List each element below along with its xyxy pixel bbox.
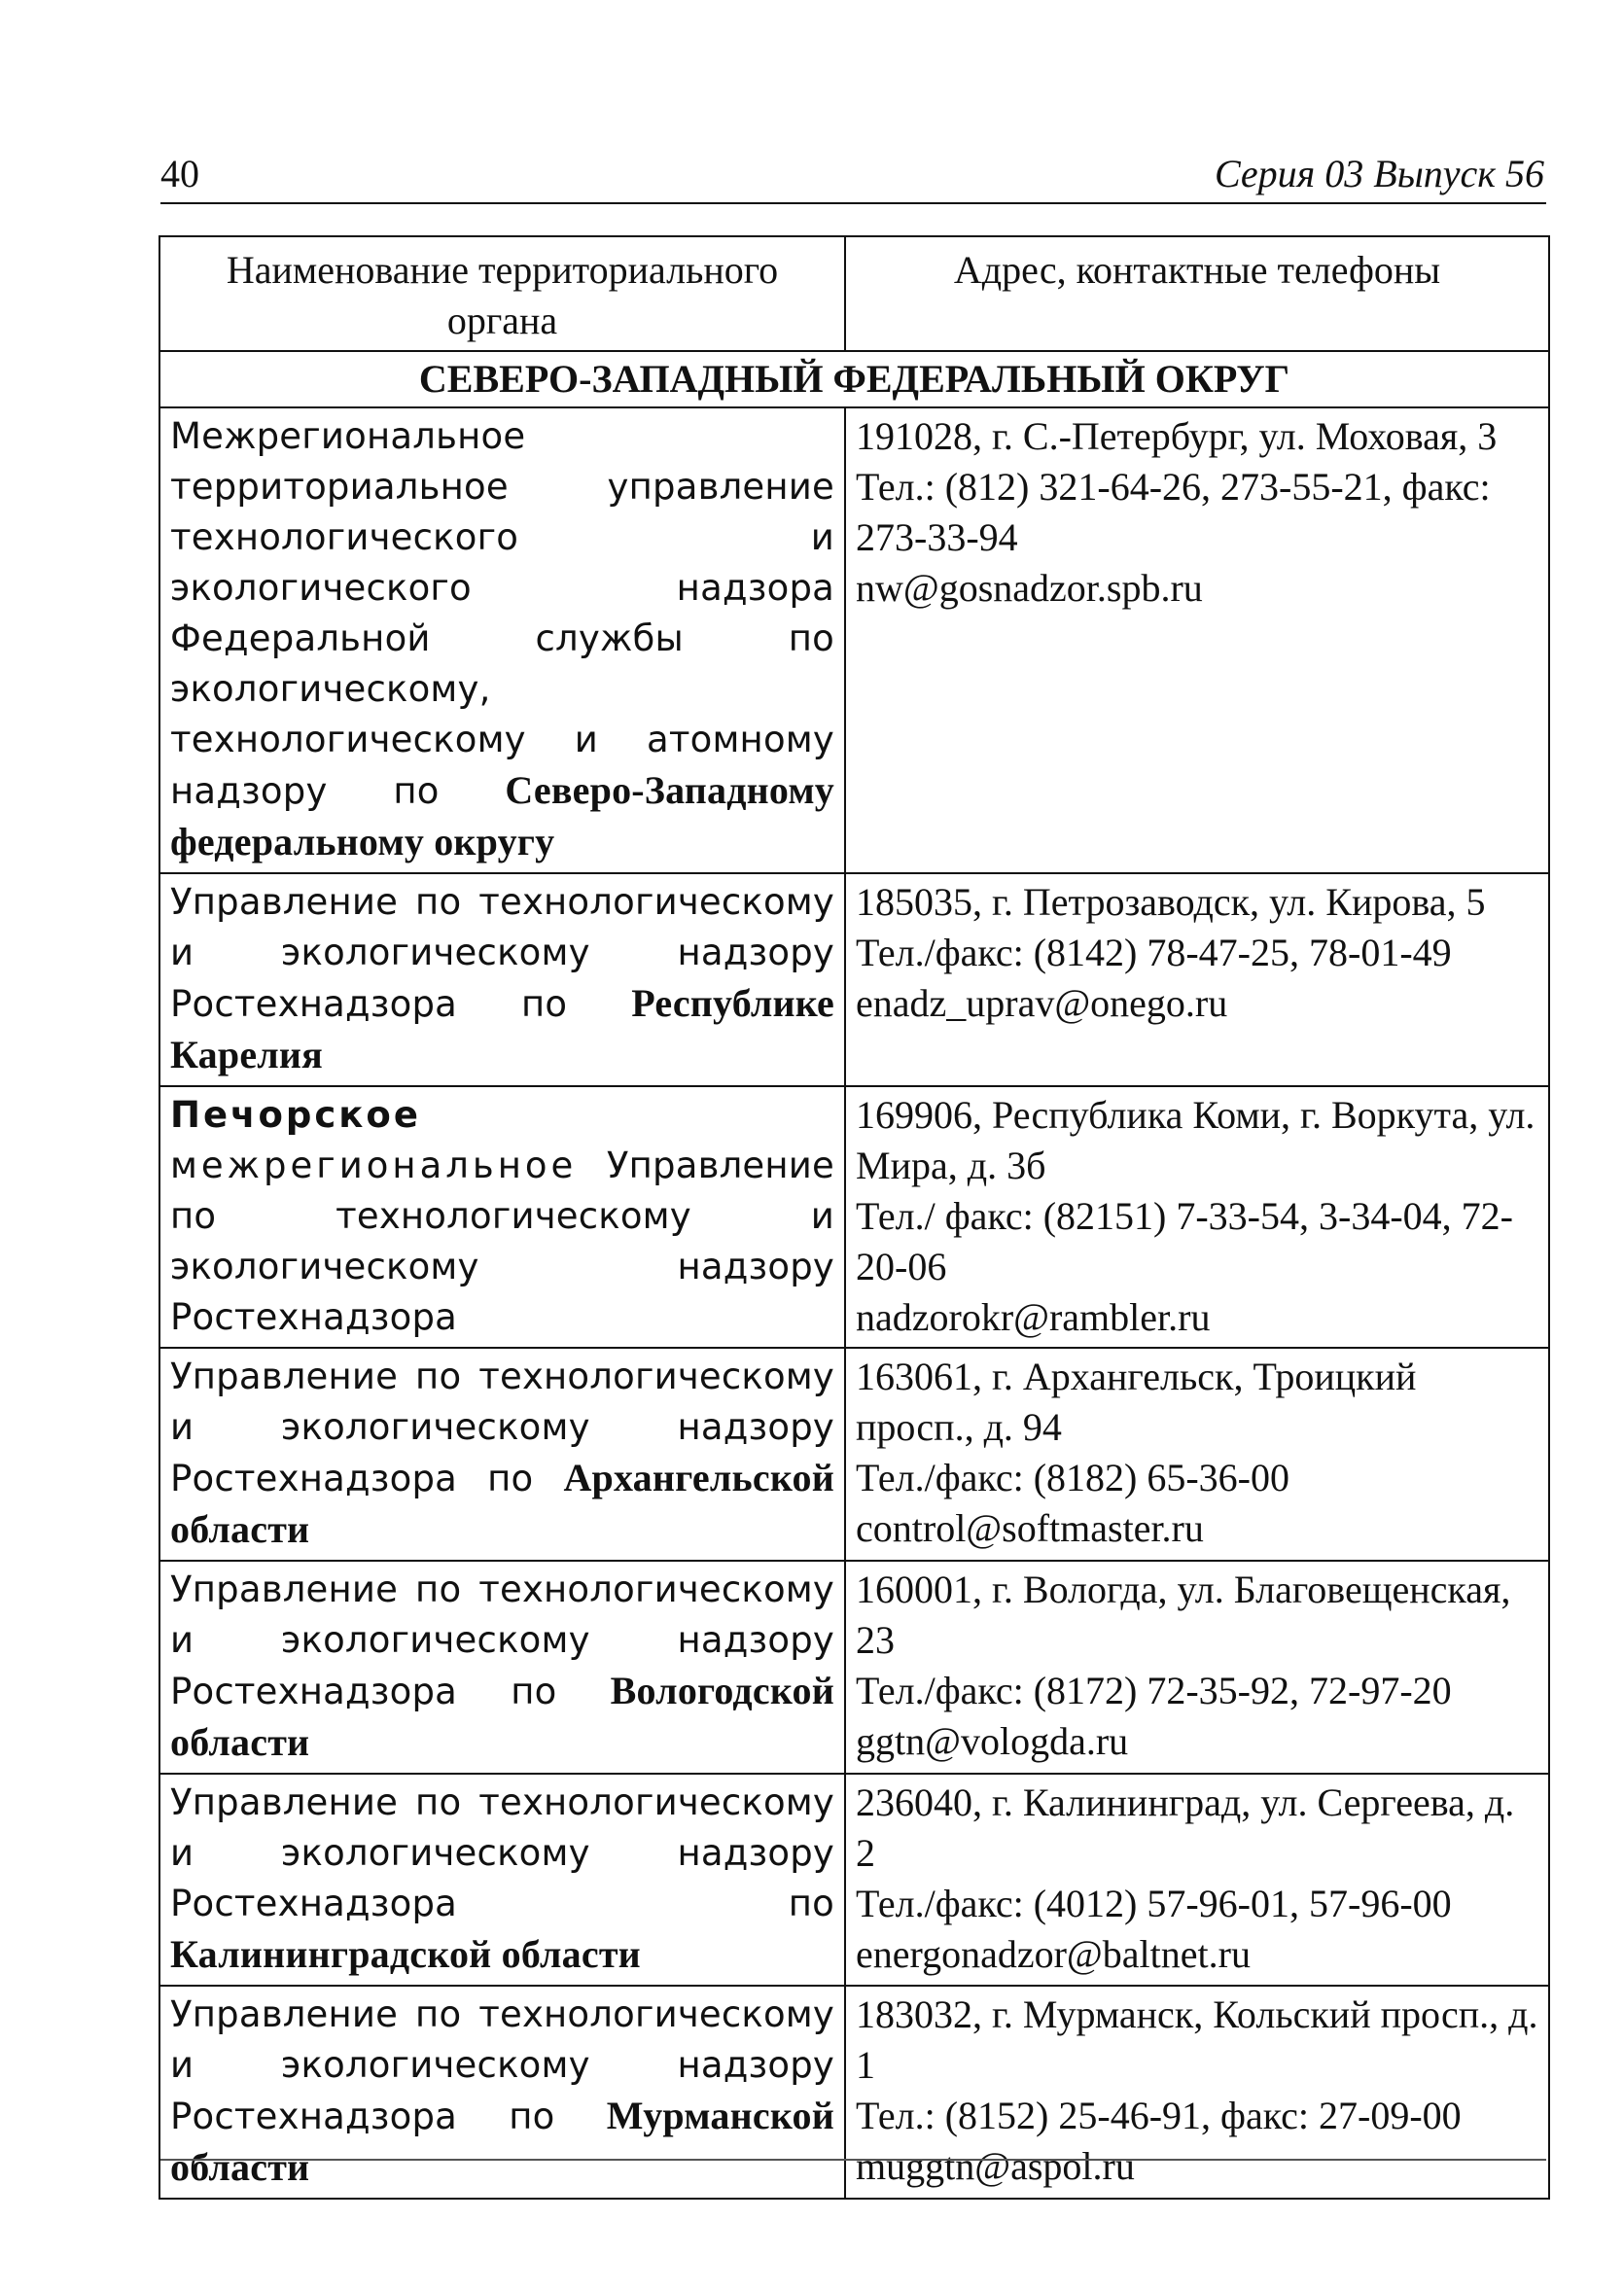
territorial-bodies-table [159, 235, 1550, 2200]
table-header-row [159, 236, 1549, 351]
body-name-text: Управление по технологическому и экологическому надзору Ростехнадзора по [170, 1993, 834, 2137]
email-link[interactable]: control@softmaster.ru [856, 1506, 1204, 1550]
column-header-name: Наименование территориального органа [159, 236, 845, 351]
body-name-bold: Калининградской области [170, 1932, 641, 1976]
address-text: 160001, г. Вологда, ул. Благовещенская, 23 [856, 1568, 1511, 1662]
address-text: 169906, Республика Коми, г. Воркута, ул. Мира, д. 3б [856, 1093, 1536, 1187]
table-row [159, 1086, 1549, 1348]
address-text: 191028, г. С.-Петербург, ул. Моховая, 3 [856, 414, 1498, 458]
table-row [159, 1348, 1549, 1561]
body-name-text: Управление по технологическому и экологическому надзору Ростехнадзора [170, 1145, 834, 1338]
body-name-cell [159, 1348, 845, 1561]
column-header-address: Адрес, контактные телефоны [845, 236, 1549, 351]
email-link[interactable]: nadzorokr@rambler.ru [856, 1295, 1211, 1339]
phone-text: Тел./факс: (4012) 57-96-01, 57-96-00 [856, 1882, 1452, 1925]
table-row [159, 873, 1549, 1086]
table-row [159, 1986, 1549, 2199]
address-cell [845, 1774, 1549, 1986]
address-text: 163061, г. Архангельск, Троицкий просп., д. 94 [856, 1355, 1417, 1449]
address-cell [845, 873, 1549, 1086]
bottom-divider [160, 2159, 1546, 2161]
body-name-cell [159, 1086, 845, 1348]
phone-text: Тел./факс: (8142) 78-47-25, 78-01-49 [856, 931, 1452, 974]
region-title: СЕВЕРО-ЗАПАДНЫЙ ФЕДЕРАЛЬНЫЙ ОКРУГ [159, 351, 1549, 407]
phone-text: Тел./факс: (8172) 72-35-92, 72-97-20 [856, 1669, 1452, 1712]
phone-text: Тел.: (8152) 25-46-91, факс: 27-09-00 [856, 2094, 1462, 2137]
body-name-cell [159, 1561, 845, 1774]
body-name-lead-rest: межрегиональное [170, 1145, 578, 1186]
address-cell [845, 1986, 1549, 2199]
email-link[interactable]: enadz_uprav@onego.ru [856, 981, 1228, 1025]
body-name-bold: Архангельской области [170, 1456, 834, 1551]
body-name-text: Управление по технологическому и экологическому надзору Ростехнадзора по [170, 881, 834, 1025]
body-name-text: Управление по технологическому и экологическому надзору Ростехнадзора по [170, 1781, 834, 1924]
table-row [159, 1561, 1549, 1774]
body-name-cell [159, 407, 845, 873]
email-link[interactable]: muggtn@aspol.ru [856, 2144, 1135, 2188]
address-text: 185035, г. Петрозаводск, ул. Кирова, 5 [856, 880, 1486, 924]
email-link[interactable]: nw@gosnadzor.spb.ru [856, 566, 1203, 610]
address-text: 183032, г. Мурманск, Кольский просп., д. 1 [856, 1992, 1538, 2087]
address-cell [845, 1086, 1549, 1348]
body-name-text: Управление по технологическому и экологическому надзору Ростехнадзора по [170, 1356, 834, 1499]
region-row [159, 351, 1549, 407]
email-link[interactable]: energonadzor@baltnet.ru [856, 1932, 1251, 1976]
body-name-bold: Республике Карелия [170, 981, 834, 1076]
body-name-text: Управление по технологическому и экологическому надзору Ростехнадзора по [170, 1568, 834, 1712]
body-name-cell [159, 873, 845, 1086]
body-name-cell [159, 1774, 845, 1986]
body-name-lead-bold: Печорское [170, 1094, 421, 1136]
table-row [159, 1774, 1549, 1986]
page-number: 40 [160, 152, 199, 195]
body-name-cell [159, 1986, 845, 2199]
phone-text: Тел./факс: (8182) 65-36-00 [856, 1456, 1289, 1499]
table-row [159, 407, 1549, 873]
body-name-bold: Вологодской области [170, 1669, 834, 1764]
phone-text: Тел.: (812) 321-64-26, 273-55-21, факс: 273-33-94 [856, 465, 1491, 559]
address-cell [845, 1348, 1549, 1561]
address-cell [845, 1561, 1549, 1774]
body-name-text: Межрегиональное территориальное управление технологического и экологического надзора Федеральной службы по экологическому, технологическому и атомному надзору по [170, 415, 834, 812]
body-name-bold: Мурманской области [170, 2094, 834, 2189]
page-header [160, 146, 1546, 204]
series-title: Серия 03 Выпуск 56 [1214, 152, 1544, 195]
body-name-bold: Северо-Западному федеральному округу [170, 768, 834, 864]
phone-text: Тел./ факс: (82151) 7-33-54, 3-34-04, 72-20-06 [856, 1194, 1513, 1288]
address-cell [845, 407, 1549, 873]
email-link[interactable]: ggtn@vologda.ru [856, 1719, 1129, 1763]
address-text: 236040, г. Калининград, ул. Сергеева, д. 2 [856, 1780, 1515, 1875]
